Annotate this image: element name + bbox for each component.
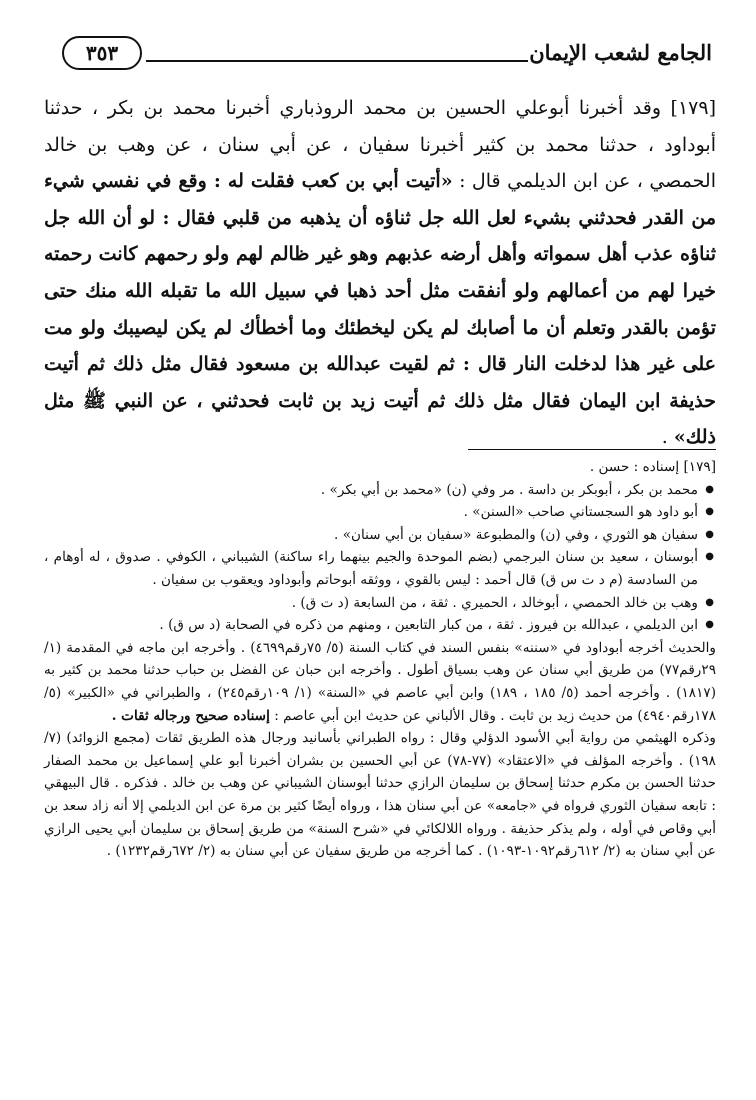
matn: «أتيت أبي بن كعب فقلت له : وقع في نفسي شيء من القدر فحدثني بشيء لعل الله جل ثناؤه أن يذهبه من قلبي فقال : لو أن الله جل ثناؤه عذب أهل سمواته وأهل أرضه عذبهم وهو غير ظالم لهم ولو رحمهم كانت رحمته خيرا لهم من أعمالهم ولو أنفقت مثل أحد ذهبا في سبيل الله ما تقبله الله منك حتى تؤمن بالقدر وتعلم أن ما أصابك لم يكن ليخطئك وما أخطأك لم يكن ليصيبك ولو مت على غير هذا لدخلت النار قال : ثم لقيت عبدالله بن مسعود فقال مثل ذلك ثم أتيت حذيفة ابن اليمان فقال مثل ذلك ثم أتيت زيد بن ثابت فحدثني ، عن النبي ﷺ مثل ذلك» (44, 170, 716, 449)
hadith-paragraph (44, 90, 716, 456)
hadith-text (44, 90, 716, 456)
takhrij-verdict: إسناده صحيح ورجاله ثقات . (111, 707, 270, 724)
takhrij-paragraph (44, 637, 716, 727)
header-rule (146, 60, 528, 62)
running-header (62, 36, 712, 76)
isnad: وقد أخبرنا أبوعلي الحسين بن محمد الروذباري أخبرنا محمد بن بكر ، حدثنا أبوداود ، حدثنا محمد بن كثير أخبرنا سفيان ، عن أبي سنان ، عن وهب بن خالد الحمصي ، عن ابن الديلمي قال : (44, 97, 716, 193)
page-number: ٣٥٣ (62, 36, 142, 70)
footnote-grade: [١٧٩] إسناده : حسن . (589, 459, 716, 475)
narrator-note: ● ابن الديلمي ، عبدالله بن فيروز . ثقة ، من كبار التابعين ، ومنهم من ذكره في الصحابة (د س ق) . (44, 614, 716, 637)
narrator-note: ● محمد بن بكر ، أبوبكر بن داسة . مر وفي (ن) «محمد بن أبي بكر» . (44, 479, 716, 502)
hadith-number: [١٧٩] (670, 97, 716, 119)
footnotes (44, 456, 716, 863)
narrator-note: ● أبوسنان ، سعيد بن سنان البرجمي (بضم الموحدة والجيم بينهما راء ساكنة) الشيباني ، الكوفي . صدوق ، له أوهام ، من السادسة (م د ت س ق) قال أحمد : ليس بالقوي ، ووثقه أبوحاتم وأبوداود ويعقوب بن سفيان . (44, 546, 716, 591)
book-title: الجامع لشعب الإيمان (529, 40, 712, 65)
hadith-end: . (661, 426, 674, 449)
takhrij-paragraph-2: وذكره الهيثمي من رواية أبي الأسود الدؤلي وقال : رواه الطبراني بأسانيد ورجال هذه الطريق ثقات (مجمع الزوائد) (٧/ ١٩٨) . وأخرجه المؤلف في «الاعتقاد» (٧٧-٧٨) عن أبي الحسين بن بشران أخبرنا أبو علي إسماعيل بن محمد الصفار حدثنا الحسن بن مكرم حدثنا إسحاق بن سليمان الرازي حدثنا أبوسنان الشيباني عن وهب بن خالد . فذكره . قال البيهقي : تابعه سفيان الثوري فرواه في «جامعه» عن أبي سنان هذا ، ورواه أيضًا كثير بن مرة عن ابن الديلمي إلا أنه زاد سعد بن أبي وقاص في أوله ، ولم يذكر حذيفة . ورواه اللالكائي في «شرح السنة» من طريق إسحاق بن سليمان أبي يحيى الرازي عن أبي سنان به (٢/ ٦١٢رقم١٠٩٢-١٠٩٣) . كما أخرجه من طريق سفيان عن أبي سنان به (٢/ ٦٧٢رقم١٢٣٢) . (44, 730, 716, 860)
narrator-note: ● وهب بن خالد الحمصي ، أبوخالد ، الحميري . ثقة ، من السابعة (د ت ق) . (44, 592, 716, 615)
footnote-separator (468, 449, 716, 450)
narrator-note: ● سفيان هو الثوري ، وفي (ن) والمطبوعة «سفيان بن أبي سنان» . (44, 524, 716, 547)
narrator-note: ● أبو داود هو السجستاني صاحب «السنن» . (44, 501, 716, 524)
narrator-list (44, 479, 716, 637)
takhrij-text: والحديث أخرجه أبوداود في «سننه» بنفس السند في كتاب السنة (٥/ ٧٥رقم٤٦٩٩) . وأخرجه ابن ماجه في المقدمة (١/ ٢٩رقم٧٧) من طريق أبي سنان عن وهب بسياق أطول . وأخرجه ابن حبان عن الفضل بن حباب حدثنا محمد بن كثير به (١٨١٧) . وأخرجه أحمد (٥/ ١٨٥ ، ١٨٩) وابن أبي عاصم في «السنة» (١/ ١٠٩رقم٢٤٥) ، والطبراني في «الكبير» (٥/ ١٧٨رقم٤٩٤٠) من حديث زيد بن ثابت . وقال الألباني عن حديث ابن أبي عاصم : (44, 639, 717, 724)
